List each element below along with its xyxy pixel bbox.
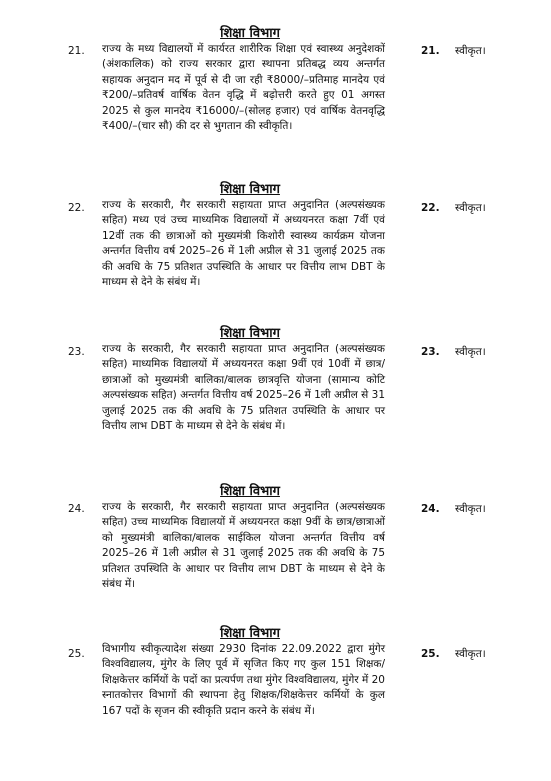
result-number: 25. — [421, 648, 440, 660]
item-number: 23. — [68, 346, 85, 358]
approval-status: स्वीकृत। — [455, 648, 486, 660]
item-number: 24. — [68, 503, 85, 515]
item-description: राज्य के मध्य विद्यालयों में कार्यरत शारीरिक शिक्षा एवं स्वास्थ्य अनुदेशकों (अंशकालिक) को राज्य सरकार द्वारा स्थापना प्रतिबद्ध व्यय अन्तर्गत सहायक अनुदान मद में पूर्व से दी जा रही ₹8000/–प्रतिमाह मानदेय एवं ₹200/–प्रतिवर्ष वार्षिक वेतन वृद्धि में बढ़ोत्तरी करते हुए 01 अगस्त 2025 से कुल मानदेय ₹16000/–(सोलह हजार) एवं वार्षिक वेतनवृद्धि ₹400/–(चार सौ) की दर से भुगतान की स्वीकृति। — [102, 43, 385, 133]
section-heading: शिक्षा विभाग — [220, 182, 280, 197]
section-heading: शिक्षा विभाग — [220, 626, 280, 641]
section-heading: शिक्षा विभाग — [220, 26, 280, 41]
approval-status: स्वीकृत। — [455, 45, 486, 57]
item-description: राज्य के सरकारी, गैर सरकारी सहायता प्राप्त अनुदानित (अल्पसंख्यक सहित) उच्च माध्यमिक विद्यालयों में अध्ययनरत कक्षा 9वीं के छात्र/छात्राओं को मुख्यमंत्री बालिका/बालक साईकिल योजना अन्तर्गत वित्तीय वर्ष 2025–26 में 1ली अप्रील से 31 जुलाई 2025 तक की अवधि के 75 प्रतिशत उपस्थिति के आधार पर वित्तीय लाभ DBT के माध्यम से देने के संबंध में। — [102, 501, 385, 591]
section-heading: शिक्षा विभाग — [220, 326, 280, 341]
approval-status: स्वीकृत। — [455, 202, 486, 214]
item-number: 25. — [68, 648, 85, 660]
approval-status: स्वीकृत। — [455, 346, 486, 358]
item-description: राज्य के सरकारी, गैर सरकारी सहायता प्राप्त अनुदानित (अल्पसंख्यक सहित) माध्यमिक विद्यालयों में अध्ययनरत कक्षा 9वीं एवं 10वीं में छात्र/छात्राओं को मुख्यमंत्री बालिका/बालक छात्रवृत्ति योजना (सामान्य कोटि अल्पसंख्यक सहित) अन्तर्गत वित्तीय वर्ष 2025–26 में 1ली अप्रील से 31 जुलाई 2025 तक की अवधि के 75 प्रतिशत उपस्थिति के आधार पर वित्तीय लाभ DBT के माध्यम से देने के संबंध में। — [102, 343, 385, 433]
item-description: राज्य के सरकारी, गैर सरकारी सहायता प्राप्त अनुदानित (अल्पसंख्यक सहित) मध्य एवं उच्च माध्यमिक विद्यालयों में अध्ययनरत कक्षा 7वीं एवं 12वीं तक की छात्राओं को मुख्यमंत्री किशोरी स्वास्थ्य कार्यक्रम योजना अन्तर्गत वित्तीय वर्ष 2025–26 में 1ली अप्रील से 31 जुलाई 2025 तक की अवधि के 75 प्रतिशत उपस्थिति के आधार पर वित्तीय लाभ DBT के माध्यम से देने के संबंध में। — [102, 199, 385, 289]
result-number: 24. — [421, 503, 440, 515]
item-number: 22. — [68, 202, 85, 214]
result-number: 23. — [421, 346, 440, 358]
approval-status: स्वीकृत। — [455, 503, 486, 515]
result-number: 21. — [421, 45, 440, 57]
result-number: 22. — [421, 202, 440, 214]
section-heading: शिक्षा विभाग — [220, 484, 280, 499]
item-number: 21. — [68, 45, 85, 57]
item-description: विभागीय स्वीकृत्यादेश संख्या 2930 दिनांक 22.09.2022 द्वारा मुंगेर विश्वविद्यालय, मुंगेर के लिए पूर्व में सृजित किए गए कुल 151 शिक्षक/शिक्षकेत्तर कर्मियों के पदों का प्रत्यर्पण तथा मुंगेर विश्वविद्यालय, मुंगेर में 20 स्नातकोत्तर विभागों की स्थापना हेतु शिक्षक/शिक्षकेत्तर कर्मियों के कुल 167 पदों के सृजन की स्वीकृति प्रदान करने के संबंध में। — [102, 643, 385, 717]
